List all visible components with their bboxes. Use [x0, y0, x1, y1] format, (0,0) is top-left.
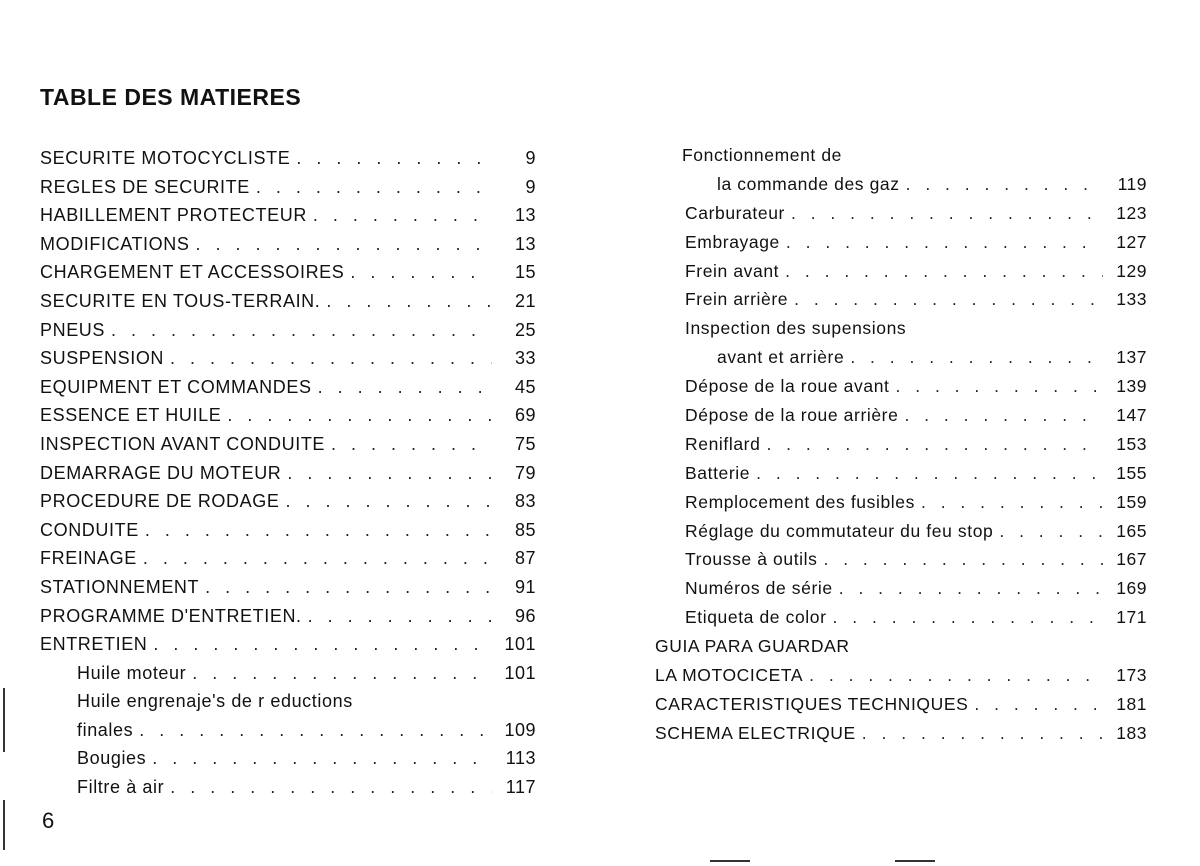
- toc-entry-label: Reniflard: [685, 433, 761, 454]
- toc-entry-page: 9: [525, 176, 536, 197]
- toc-entry-label: SECURITE EN TOUS-TERRAIN.: [40, 290, 321, 311]
- toc-entry-label: Filtre à air: [77, 777, 165, 798]
- toc-leader-dots: [296, 144, 492, 173]
- toc-leader-dots: [833, 603, 1103, 632]
- scan-mark: [710, 860, 750, 862]
- page-title: TABLE DES MATIERES: [40, 84, 302, 110]
- toc-leader-dots: [143, 544, 492, 573]
- toc-entry-label: avant et arrière: [717, 347, 845, 368]
- toc-entry: [40, 459, 536, 488]
- toc-leader-dots: [313, 201, 492, 230]
- toc-entry-label: Huile engrenaje's de r eductions: [77, 691, 353, 712]
- toc-entry: [655, 228, 1147, 257]
- toc-entry: [40, 602, 536, 631]
- toc-entry-page: 153: [1116, 433, 1147, 454]
- toc-leader-dots: [205, 573, 492, 602]
- toc-entry: [40, 401, 536, 430]
- toc-entry: [655, 343, 1147, 372]
- toc-entry-page: 25: [514, 319, 536, 340]
- toc-leader-dots: [906, 170, 1103, 199]
- toc-entry: [40, 573, 536, 602]
- toc-entry-label: SUSPENSION: [40, 348, 165, 369]
- toc-leader-dots: [756, 459, 1103, 488]
- toc-leader-dots: [111, 316, 492, 345]
- toc-entry: [655, 141, 1147, 170]
- toc-entry: [655, 257, 1147, 286]
- toc-entry: [655, 170, 1147, 199]
- toc-leader-dots: [326, 287, 492, 316]
- toc-entry: [655, 430, 1147, 459]
- toc-entry-page: 129: [1116, 260, 1147, 281]
- toc-entry: [40, 744, 536, 773]
- toc-entry-label: SCHEMA ELECTRIQUE: [655, 722, 856, 743]
- toc-entry-page: 183: [1116, 722, 1147, 743]
- toc-leader-dots: [170, 773, 492, 802]
- toc-entry: [40, 201, 536, 230]
- toc-leader-dots: [152, 744, 492, 773]
- toc-entry-page: 173: [1116, 665, 1147, 686]
- toc-entry-label: CONDUITE: [40, 519, 139, 540]
- toc-entry: [655, 199, 1147, 228]
- toc-right-column: [655, 141, 1147, 748]
- toc-entry: [655, 285, 1147, 314]
- toc-leader-dots: [896, 372, 1104, 401]
- toc-entry-label: Numéros de série: [685, 578, 833, 599]
- toc-entry: [655, 719, 1147, 748]
- toc-leader-dots: [285, 487, 492, 516]
- toc-entry-label: Réglage du commutateur du feu stop: [685, 520, 994, 541]
- toc-leader-dots: [256, 173, 492, 202]
- toc-entry-page: 101: [504, 634, 536, 655]
- toc-leader-dots: [308, 602, 492, 631]
- toc-entry-label: Inspection des supensions: [685, 318, 907, 339]
- toc-entry: [40, 630, 536, 659]
- toc-entry-label: Bougies: [77, 748, 147, 769]
- toc-entry: [40, 716, 536, 745]
- toc-entry-label: Frein arrière: [685, 289, 789, 310]
- toc-entry-label: FREINAGE: [40, 548, 137, 569]
- toc-entry: [40, 344, 536, 373]
- toc-entry-label: ENTRETIEN: [40, 634, 148, 655]
- toc-leader-dots: [350, 258, 492, 287]
- toc-entry-label: Embrayage: [685, 231, 780, 252]
- toc-entry-label: REGLES DE SECURITE: [40, 176, 250, 197]
- toc-entry-page: 15: [514, 262, 536, 283]
- toc-leader-dots: [766, 430, 1103, 459]
- toc-entry-page: 13: [514, 205, 536, 226]
- toc-entry-page: 127: [1116, 231, 1147, 252]
- toc-leader-dots: [839, 574, 1103, 603]
- toc-entry: [40, 544, 536, 573]
- toc-leader-dots: [809, 661, 1103, 690]
- toc-entry-page: 133: [1116, 289, 1147, 310]
- toc-entry: [40, 144, 536, 173]
- toc-entry-label: INSPECTION AVANT CONDUITE: [40, 433, 326, 454]
- page-number: 6: [42, 808, 55, 833]
- toc-leader-dots: [170, 344, 492, 373]
- toc-entry-page: 171: [1116, 607, 1147, 628]
- toc-entry-page: 155: [1116, 462, 1147, 483]
- toc-entry: [655, 459, 1147, 488]
- toc-leader-dots: [195, 230, 492, 259]
- toc-entry-page: 101: [504, 662, 536, 683]
- toc-leader-dots: [921, 488, 1103, 517]
- toc-entry-page: 169: [1116, 578, 1147, 599]
- toc-entry-page: 83: [514, 491, 536, 512]
- toc-entry: [40, 230, 536, 259]
- toc-leader-dots: [318, 373, 492, 402]
- toc-entry-label: SECURITE MOTOCYCLISTE: [40, 148, 291, 168]
- toc-leader-dots: [786, 228, 1103, 257]
- toc-leader-dots: [999, 517, 1103, 546]
- toc-entry: [40, 430, 536, 459]
- toc-entry-page: 79: [514, 462, 536, 483]
- toc-entry-label: STATIONNEMENT: [40, 576, 200, 597]
- toc-entry-page: 113: [505, 748, 536, 769]
- toc-entry-label: Etiqueta de color: [685, 607, 827, 628]
- toc-leader-dots: [850, 343, 1103, 372]
- toc-entry: [655, 661, 1147, 690]
- toc-leader-dots: [331, 430, 492, 459]
- toc-entry-page: 117: [505, 777, 536, 798]
- toc-entry-label: Dépose de la roue avant: [685, 376, 890, 397]
- toc-entry: [655, 372, 1147, 401]
- toc-entry-label: MODIFICATIONS: [40, 233, 190, 254]
- toc-entry: [655, 401, 1147, 430]
- toc-entry-page: 123: [1116, 202, 1147, 223]
- toc-entry-page: 33: [514, 348, 536, 369]
- toc-entry-label: PROGRAMME D'ENTRETIEN.: [40, 605, 302, 626]
- toc-entry-page: 69: [514, 405, 536, 426]
- toc-entry-page: 9: [525, 148, 536, 168]
- toc-entry: [655, 690, 1147, 719]
- toc-entry-page: 91: [514, 576, 536, 597]
- toc-entry-label: Batterie: [685, 462, 751, 483]
- toc-leader-dots: [287, 459, 492, 488]
- toc-leader-dots: [862, 719, 1103, 748]
- toc-entry-page: 181: [1116, 693, 1147, 714]
- toc-leader-dots: [791, 199, 1103, 228]
- toc-entry-label: Dépose de la roue arrière: [685, 405, 899, 426]
- toc-entry-label: DEMARRAGE DU MOTEUR: [40, 462, 282, 483]
- toc-entry-page: 137: [1116, 347, 1147, 368]
- toc-entry-label: LA MOTOCICETA: [655, 665, 804, 686]
- toc-entry-page: 165: [1116, 520, 1147, 541]
- toc-entry: [40, 373, 536, 402]
- toc-entry-label: GUIA PARA GUARDAR: [655, 636, 850, 657]
- scan-mark: [895, 860, 935, 862]
- toc-entry-label: HABILLEMENT PROTECTEUR: [40, 205, 307, 226]
- toc-entry: [40, 516, 536, 545]
- toc-entry-page: 13: [514, 233, 536, 254]
- toc-entry-label: la commande des gaz: [717, 173, 900, 194]
- toc-entry-page: 85: [514, 519, 536, 540]
- toc-entry: [655, 545, 1147, 574]
- toc-entry-page: 45: [514, 376, 536, 397]
- toc-entry: [655, 632, 1147, 661]
- toc-leader-dots: [192, 659, 492, 688]
- toc-entry-page: 119: [1117, 173, 1147, 194]
- toc-entry: [40, 258, 536, 287]
- toc-entry: [40, 487, 536, 516]
- toc-entry-page: 21: [514, 290, 536, 311]
- toc-entry-label: Trousse à outils: [685, 549, 818, 570]
- toc-entry-label: Fonctionnement de: [682, 145, 843, 165]
- toc-entry-label: finales: [77, 719, 134, 740]
- toc-leader-dots: [139, 716, 492, 745]
- toc-leader-dots: [794, 285, 1103, 314]
- toc-leader-dots: [153, 630, 492, 659]
- toc-entry-label: Frein avant: [685, 260, 780, 281]
- toc-entry-label: ESSENCE ET HUILE: [40, 405, 222, 426]
- toc-entry-page: 87: [514, 548, 536, 569]
- toc-leader-dots: [785, 257, 1103, 286]
- toc-leader-dots: [823, 545, 1103, 574]
- toc-entry-label: Huile moteur: [77, 662, 187, 683]
- toc-entry-page: 167: [1116, 549, 1147, 570]
- toc-leader-dots: [227, 401, 492, 430]
- toc-entry-label: EQUIPMENT ET COMMANDES: [40, 376, 312, 397]
- toc-entry-page: 159: [1116, 491, 1147, 512]
- toc-entry-page: 75: [514, 433, 536, 454]
- toc-entry: [655, 574, 1147, 603]
- toc-entry: [40, 659, 536, 688]
- toc-entry: [40, 773, 536, 802]
- toc-entry: [655, 314, 1147, 343]
- toc-entry: [40, 287, 536, 316]
- toc-entry-label: Carburateur: [685, 202, 785, 223]
- toc-entry-label: PROCEDURE DE RODAGE: [40, 491, 280, 512]
- toc-entry: [40, 173, 536, 202]
- toc-leader-dots: [904, 401, 1103, 430]
- toc-entry-label: CARACTERISTIQUES TECHNIQUES: [655, 693, 969, 714]
- toc-entry-label: Remplocement des fusibles: [685, 491, 915, 512]
- toc-entry: [40, 316, 536, 345]
- toc-entry-page: 96: [514, 605, 536, 626]
- toc-entry: [40, 687, 536, 716]
- scan-mark: [3, 800, 5, 850]
- toc-left-column: [40, 144, 536, 802]
- toc-entry-page: 147: [1116, 405, 1147, 426]
- toc-leader-dots: [145, 516, 492, 545]
- toc-entry-label: CHARGEMENT ET ACCESSOIRES: [40, 262, 345, 283]
- toc-entry: [655, 517, 1147, 546]
- toc-entry-page: 139: [1116, 376, 1147, 397]
- scan-mark: [3, 688, 5, 752]
- toc-leader-dots: [974, 690, 1103, 719]
- toc-entry-label: PNEUS: [40, 319, 106, 340]
- toc-entry: [655, 488, 1147, 517]
- toc-entry: [655, 603, 1147, 632]
- toc-entry-page: 109: [504, 719, 536, 740]
